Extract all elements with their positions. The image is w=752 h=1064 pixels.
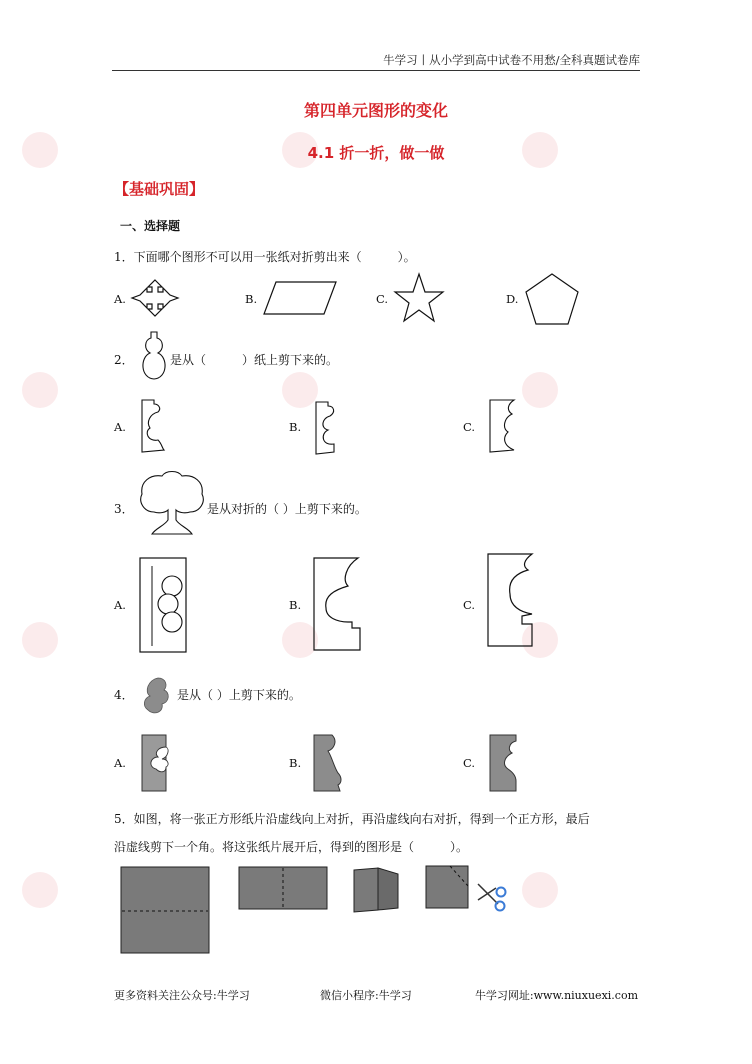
question-3-stem: 是从对折的（ ）上剪下来的。 — [207, 502, 367, 516]
footer-right: 牛学习网址:www.niuxuexi.com — [474, 989, 638, 1002]
q1-option-c-label: C. — [376, 292, 389, 306]
q3-option-b-shape — [312, 556, 366, 652]
subsection-heading: 一、选择题 — [120, 219, 181, 233]
q2-option-b-shape — [314, 400, 344, 456]
q3-option-c-shape — [486, 552, 536, 650]
question-5-stem-line1: 5．如图，将一张正方形纸片沿虚线向上对折，再沿虚线向右对折，得到一个正方形，最后 — [114, 812, 590, 826]
q4-option-c-label: C. — [463, 756, 476, 770]
q4-option-c-shape — [488, 733, 520, 793]
q1-option-d-pentagon — [524, 272, 580, 326]
header-divider — [112, 70, 640, 71]
question-1-stem: 1．下面哪个图形不可以用一张纸对折剪出来（ ）。 — [114, 250, 416, 264]
q3-option-b-label: B. — [289, 598, 302, 612]
section-heading: 【基础巩固】 — [114, 180, 205, 198]
scissors-icon — [474, 880, 508, 914]
question-4-number: 4． — [114, 688, 134, 702]
q2-option-b-label: B. — [289, 420, 302, 434]
q4-option-a-shape — [140, 733, 170, 793]
q3-option-a-label: A. — [114, 598, 126, 612]
header-text: 牛学习丨从小学到高中试卷不用愁/全科真题试卷库 — [383, 53, 640, 67]
q5-step4-cut-square — [424, 864, 472, 912]
q4-heart-shape — [140, 676, 172, 716]
q1-option-a-label: A. — [114, 292, 126, 306]
question-2-stem: 是从（ ）纸上剪下来的。 — [170, 353, 339, 367]
footer-middle: 微信小程序:牛学习 — [320, 989, 412, 1002]
q3-option-c-label: C. — [463, 598, 476, 612]
q2-gourd-shape — [138, 330, 170, 382]
q5-step2-folded — [238, 866, 330, 912]
q1-option-a-shape — [130, 278, 180, 318]
q1-option-d-label: D. — [506, 292, 519, 306]
q4-option-b-shape — [312, 733, 344, 793]
q2-option-c-label: C. — [463, 420, 476, 434]
q1-option-c-star — [393, 272, 445, 324]
page-subtitle: 4.1 折一折，做一做 — [307, 144, 445, 162]
q2-option-a-shape — [140, 398, 170, 454]
q4-option-b-label: B. — [289, 756, 302, 770]
q1-option-b-label: B. — [245, 292, 258, 306]
q5-step3-folded-again — [352, 866, 402, 914]
q2-option-a-label: A. — [114, 420, 126, 434]
q5-step1-square — [120, 866, 212, 956]
q4-option-a-label: A. — [114, 756, 126, 770]
question-4-stem: 是从（ ）上剪下来的。 — [177, 688, 301, 702]
question-2-number: 2． — [114, 353, 134, 367]
question-3-number: 3． — [114, 502, 134, 516]
footer-left: 更多资料关注公众号:牛学习 — [114, 989, 250, 1002]
q3-option-a-shape — [138, 556, 190, 656]
page-title: 第四单元图形的变化 — [303, 101, 448, 120]
question-5-stem-line2: 沿虚线剪下一个角。将这张纸片展开后，得到的图形是（ ）。 — [114, 840, 469, 854]
q1-option-b-shape — [262, 280, 338, 316]
q3-tree-shape — [136, 468, 208, 538]
q2-option-c-shape — [488, 398, 518, 454]
